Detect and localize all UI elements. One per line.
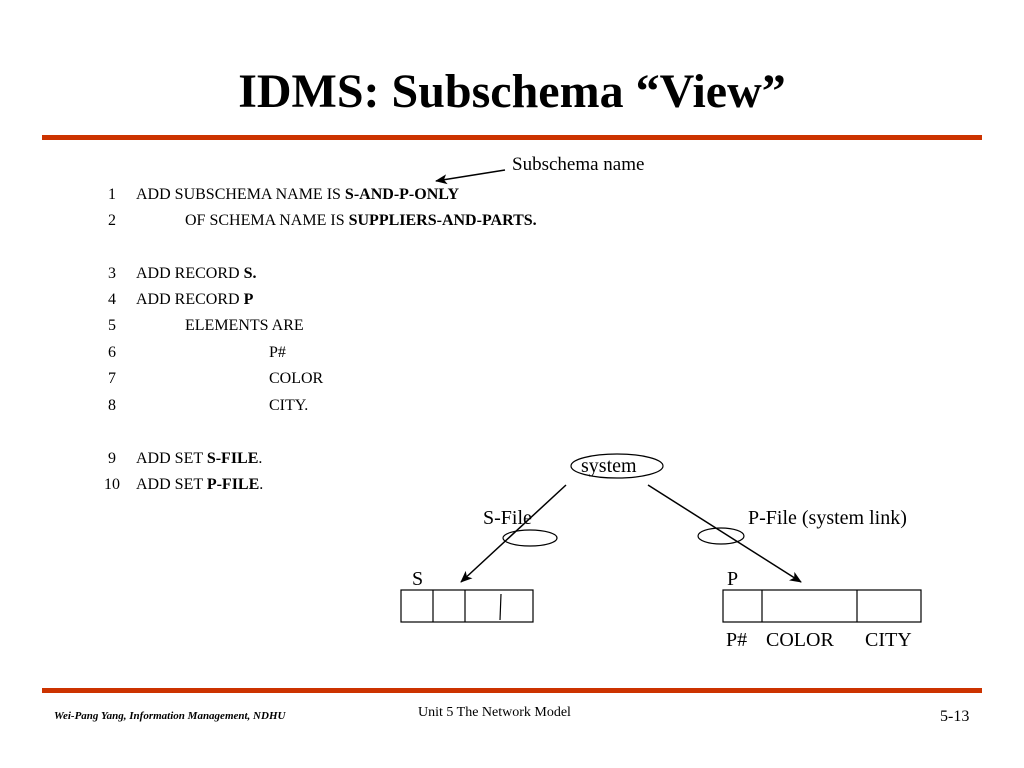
slide-title: IDMS: Subschema “View” <box>238 65 786 118</box>
code-bold: S-AND-P-ONLY <box>344 186 459 203</box>
line-number: 3 <box>108 265 116 282</box>
code-text: ADD SUBSCHEMA NAME IS <box>136 186 345 203</box>
code-text: CITY. <box>269 397 309 414</box>
code-bold: S. <box>243 265 257 282</box>
code-text: OF SCHEMA NAME IS <box>185 212 349 229</box>
code-text: ELEMENTS ARE <box>185 317 304 334</box>
line-number: 4 <box>108 291 116 308</box>
record-p-box <box>723 590 921 622</box>
code-text: ADD RECORD <box>136 265 244 282</box>
code-tail: . <box>259 476 264 493</box>
code-text: ADD SET <box>136 476 207 493</box>
line-number: 8 <box>108 397 116 414</box>
code-text: ADD RECORD <box>136 291 244 308</box>
footer-author: Wei-Pang Yang, Information Management, NDHU <box>54 710 286 722</box>
p-field-color: COLOR <box>766 629 834 651</box>
system-label: system <box>581 455 637 477</box>
code-tail: . <box>258 450 263 467</box>
line-number: 1 <box>108 186 116 203</box>
annotation-arrow <box>436 170 505 181</box>
code-text: ADD SET <box>136 450 207 467</box>
code-bold: P-FILE <box>206 476 260 493</box>
code-bold: S-FILE <box>206 450 259 467</box>
code-text: COLOR <box>269 370 324 387</box>
line-number: 5 <box>108 317 116 334</box>
line-number: 2 <box>108 212 116 229</box>
record-p-label: P <box>727 568 739 590</box>
record-s-box <box>401 590 533 622</box>
p-file-link <box>648 485 801 582</box>
footer-divider <box>42 688 982 693</box>
footer-unit: Unit 5 The Network Model <box>418 705 571 720</box>
s-file-set-marker <box>503 530 557 546</box>
s-file-link <box>461 485 566 582</box>
p-field-city: CITY <box>865 629 912 651</box>
line-number: 9 <box>108 450 116 467</box>
line-number: 6 <box>108 344 116 361</box>
s-file-label: S-File <box>483 507 532 529</box>
p-file-label: P-File (system link) <box>748 507 907 529</box>
code-bold: SUPPLIERS-AND-PARTS. <box>348 212 537 229</box>
record-s-label: S <box>412 568 424 590</box>
subschema-name-label: Subschema name <box>512 154 645 175</box>
page-number: 5-13 <box>940 708 970 725</box>
code-text: P# <box>269 344 286 361</box>
p-field-pnum: P# <box>726 629 748 651</box>
code-bold: P <box>243 291 254 308</box>
line-number: 10 <box>104 476 120 493</box>
line-number: 7 <box>108 370 116 387</box>
